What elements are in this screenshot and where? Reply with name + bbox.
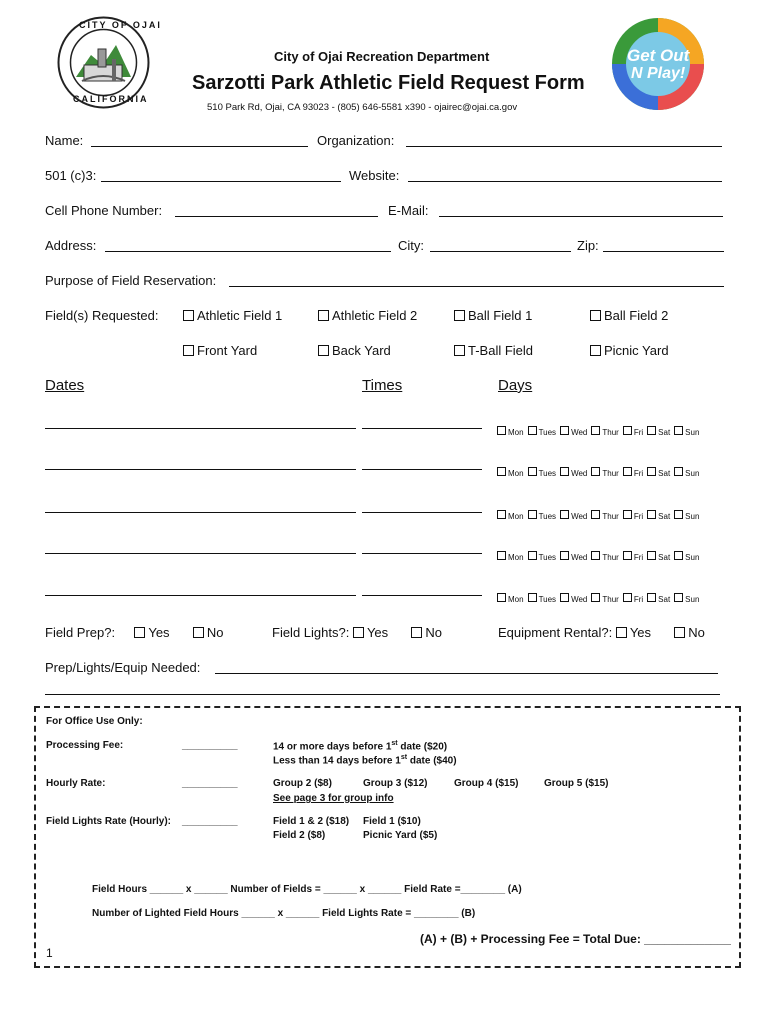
fields-requested-label: Field(s) Requested: [45, 308, 159, 323]
day-checkbox-fri[interactable]: Fri [623, 553, 643, 562]
processing-fee-blank[interactable]: __________ [182, 740, 238, 751]
day-checkbox-tues[interactable]: Tues [528, 469, 557, 478]
day-checkbox-tues[interactable]: Tues [528, 595, 557, 604]
day-checkbox-fri[interactable]: Fri [623, 428, 643, 437]
prep-lights-equip-input-line[interactable] [215, 673, 718, 674]
field-prep-no-checkbox[interactable]: No [193, 625, 224, 640]
organization-label: Organization: [317, 133, 395, 148]
dates-heading: Dates [45, 377, 85, 394]
day-checkbox-wed[interactable]: Wed [560, 469, 587, 478]
day-checkbox-thur[interactable]: Thur [591, 428, 618, 437]
zip-label: Zip: [577, 238, 599, 253]
day-checkbox-thur[interactable]: Thur [591, 553, 618, 562]
group-3-rate: Group 3 ($12) [363, 778, 428, 789]
days-heading: Days [498, 377, 533, 394]
cell-phone-input-line[interactable] [175, 216, 378, 217]
date-input-line[interactable] [45, 428, 356, 429]
day-checkbox-tues[interactable]: Tues [528, 553, 557, 562]
day-checkbox-wed[interactable]: Wed [560, 553, 587, 562]
t-ball-field-checkbox[interactable]: T-Ball Field [454, 343, 533, 358]
days-checkbox-group [497, 422, 703, 440]
form-title: Sarzotti Park Athletic Field Request Form [192, 72, 585, 94]
field-1-lights-rate: Field 1 ($10) [363, 816, 421, 827]
logo-text-line1: Get Out [627, 46, 690, 65]
day-checkbox-mon[interactable]: Mon [497, 469, 524, 478]
field-prep-group [45, 625, 223, 640]
formula-a: Field Hours ______ x ______ Number of Fields = ______ x ______ Field Rate =________ (A) [92, 884, 522, 895]
website-input-line[interactable] [408, 181, 722, 182]
day-checkbox-mon[interactable]: Mon [497, 428, 524, 437]
date-input-line[interactable] [45, 553, 356, 554]
formula-b: Number of Lighted Field Hours ______ x ______ Field Lights Rate = ________ (B) [92, 908, 476, 919]
picnic-yard-checkbox[interactable]: Picnic Yard [590, 343, 669, 358]
name-label: Name: [45, 133, 84, 148]
equipment-rental-no-checkbox[interactable]: No [674, 625, 705, 640]
days-checkbox-group [497, 547, 703, 565]
city-label: City: [398, 238, 424, 253]
times-heading: Times [362, 377, 403, 394]
purpose-label: Purpose of Field Reservation: [45, 273, 217, 288]
time-input-line[interactable] [362, 469, 482, 470]
email-input-line[interactable] [439, 216, 723, 217]
field-lights-group [272, 625, 442, 640]
days-checkbox-group [497, 463, 703, 481]
field-lights-label: Field Lights?: [272, 625, 350, 640]
seal-text-top: CITY OF OJAI [79, 20, 162, 30]
c3-input-line[interactable] [101, 181, 341, 182]
fee-line-2: Less than 14 days before 1st date ($40) [273, 754, 457, 767]
lights-rate-blank[interactable]: __________ [182, 816, 238, 827]
picnic-yard-lights-rate: Picnic Yard ($5) [363, 830, 438, 841]
prep-lights-equip-input-line-2[interactable] [45, 694, 720, 695]
group-4-rate: Group 4 ($15) [454, 778, 519, 789]
equipment-rental-label: Equipment Rental?: [498, 625, 613, 640]
date-input-line[interactable] [45, 469, 356, 470]
purpose-input-line[interactable] [229, 286, 724, 287]
hourly-rate-blank[interactable]: __________ [182, 778, 238, 789]
email-label: E-Mail: [388, 203, 429, 218]
website-label: Website: [349, 168, 400, 183]
day-checkbox-tues[interactable]: Tues [528, 428, 557, 437]
ball-field-2-checkbox[interactable]: Ball Field 2 [590, 308, 668, 323]
zip-input-line[interactable] [603, 251, 724, 252]
day-checkbox-sun[interactable]: Sun [674, 469, 699, 478]
group-5-rate: Group 5 ($15) [544, 778, 609, 789]
field-1-2-lights-rate: Field 1 & 2 ($18) [273, 816, 350, 827]
office-use-box [34, 706, 741, 968]
day-checkbox-sat[interactable]: Sat [647, 512, 670, 521]
day-checkbox-thur[interactable]: Thur [591, 595, 618, 604]
athletic-field-1-checkbox[interactable]: Athletic Field 1 [183, 308, 282, 323]
day-checkbox-tues[interactable]: Tues [528, 512, 557, 521]
time-input-line[interactable] [362, 512, 482, 513]
day-checkbox-sun[interactable]: Sun [674, 553, 699, 562]
day-checkbox-fri[interactable]: Fri [623, 469, 643, 478]
department-name: City of Ojai Recreation Department [274, 49, 490, 64]
fee-line-1: 14 or more days before 1st date ($20) [273, 740, 448, 753]
day-checkbox-wed[interactable]: Wed [560, 595, 587, 604]
day-checkbox-sun[interactable]: Sun [674, 595, 699, 604]
processing-fee-label: Processing Fee: [46, 740, 124, 751]
see-page-3-link[interactable]: See page 3 for group info [273, 793, 394, 804]
day-checkbox-fri[interactable]: Fri [623, 512, 643, 521]
day-checkbox-sat[interactable]: Sat [647, 469, 670, 478]
athletic-field-2-checkbox[interactable]: Athletic Field 2 [318, 308, 417, 323]
field-lights-yes-checkbox[interactable]: Yes [353, 625, 388, 640]
seal-text-bottom: CALIFORNIA [73, 94, 149, 104]
day-checkbox-thur[interactable]: Thur [591, 512, 618, 521]
office-heading: For Office Use Only: [46, 716, 143, 727]
date-input-line[interactable] [45, 595, 356, 596]
page-number: 1 [46, 946, 53, 960]
lights-rate-label: Field Lights Rate (Hourly): [46, 816, 171, 827]
day-checkbox-thur[interactable]: Thur [591, 469, 618, 478]
contact-line: 510 Park Rd, Ojai, CA 93023 - (805) 646-5581 x390 - ojairec@ojai.ca.gov [207, 102, 518, 113]
day-checkbox-sat[interactable]: Sat [647, 553, 670, 562]
logo-text-line2: N Play! [631, 65, 686, 82]
field-prep-label: Field Prep?: [45, 625, 116, 640]
ball-field-1-checkbox[interactable]: Ball Field 1 [454, 308, 532, 323]
c3-label: 501 (c)3: [45, 168, 97, 183]
time-input-line[interactable] [362, 553, 482, 554]
day-checkbox-sat[interactable]: Sat [647, 595, 670, 604]
hourly-rate-label: Hourly Rate: [46, 778, 106, 789]
name-input-line[interactable] [91, 146, 308, 147]
date-input-line[interactable] [45, 512, 356, 513]
day-checkbox-sun[interactable]: Sun [674, 512, 699, 521]
time-input-line[interactable] [362, 595, 482, 596]
day-checkbox-sat[interactable]: Sat [647, 428, 670, 437]
prep-lights-equip-label: Prep/Lights/Equip Needed: [45, 660, 201, 675]
day-checkbox-mon[interactable]: Mon [497, 512, 524, 521]
day-checkbox-fri[interactable]: Fri [623, 595, 643, 604]
day-checkbox-wed[interactable]: Wed [560, 512, 587, 521]
day-checkbox-mon[interactable]: Mon [497, 553, 524, 562]
group-2-rate: Group 2 ($8) [273, 778, 332, 789]
back-yard-checkbox[interactable]: Back Yard [318, 343, 391, 358]
days-checkbox-group [497, 589, 703, 607]
city-input-line[interactable] [430, 251, 571, 252]
time-input-line[interactable] [362, 428, 482, 429]
field-lights-no-checkbox[interactable]: No [411, 625, 442, 640]
field-prep-yes-checkbox[interactable]: Yes [134, 625, 169, 640]
days-checkbox-group [497, 506, 703, 524]
cell-phone-label: Cell Phone Number: [45, 203, 163, 218]
day-checkbox-wed[interactable]: Wed [560, 428, 587, 437]
organization-input-line[interactable] [406, 146, 722, 147]
equipment-rental-group [498, 625, 705, 640]
day-checkbox-sun[interactable]: Sun [674, 428, 699, 437]
front-yard-checkbox[interactable]: Front Yard [183, 343, 257, 358]
address-input-line[interactable] [105, 251, 391, 252]
field-2-lights-rate: Field 2 ($8) [273, 830, 326, 841]
total-due: (A) + (B) + Processing Fee = Total Due: _____________ [420, 932, 731, 946]
day-checkbox-mon[interactable]: Mon [497, 595, 524, 604]
address-label: Address: [45, 238, 97, 253]
equipment-rental-yes-checkbox[interactable]: Yes [616, 625, 651, 640]
